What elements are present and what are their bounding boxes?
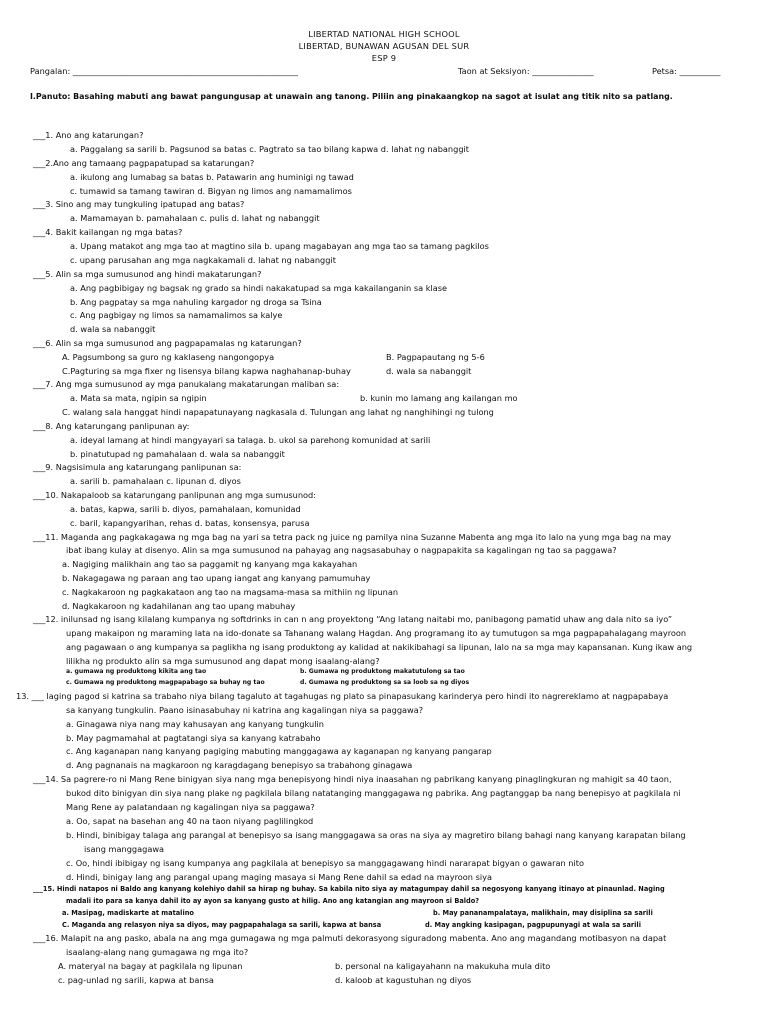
text-line: a. ideyal lamang at hindi mangyayari sa talaga. b. ukol sa parehong komunidad at sarili [70, 435, 431, 445]
text-line: a. Ang pagbibigay ng bagsak ng grado sa hindi nakakatupad sa mga kakailanganin sa klase [70, 283, 448, 293]
text-line: lilikha ng produkto alin sa mga sumusunod ang dapat mong isaalang-alang? [66, 656, 380, 666]
text-line: bukod dito binigyan din siya nang plake ng pagkilala bilang natatanging manggagawa ng pabrika. Ang pagtanggap ba nang benepisyo at pagkilala ni [66, 788, 681, 798]
text-line: c. baril, kapangyarihan, rehas d. batas, konsensya, parusa [70, 518, 310, 528]
text-line: d. Nagkakaroon ng kadahilanan ang tao upang mabuhay [62, 601, 296, 611]
text-line: b. May pananampalataya, malikhain, may disiplina sa sarili [433, 909, 653, 917]
text-line: ___16. Malapit na ang pasko, abala na ang mga gumagawa ng mga palmuti dekorasyong siguradong mabenta. Ano ang magandang motibasyon na dapat [33, 933, 667, 943]
text-line: c. Ang kaganapan nang kanyang pagiging mabuting manggagawa ay kaganapan ng kanyang pangarap [66, 746, 492, 756]
text-line: C. Maganda ang relasyon niya sa diyos, may pagpapahalaga sa sarili, kapwa at bansa [62, 921, 382, 929]
date-field: Petsa: __________ [652, 66, 721, 76]
text-line: C.Pagturing sa mga fixer ng lisensya bilang kapwa naghahanap-buhay [62, 366, 351, 376]
text-line: ___8. Ang katarungang panlipunan ay: [33, 421, 190, 431]
text-line: a. Upang matakot ang mga tao at magtino sila b. upang magabayan ang mga tao sa tamang pagkilos [70, 241, 489, 251]
text-line: A. Pagsumbong sa guro ng kaklaseng nangongopya [62, 352, 275, 362]
text-line: b. pinatutupad ng pamahalaan d. wala sa nabanggit [70, 449, 285, 459]
text-line: c. Oo, hindi ibibigay ng isang kumpanya ang pagkilala at benepisyo sa manggagawang hindi nararapat bigyan o gawaran nito [66, 858, 584, 868]
text-line: ibat ibang kulay at disenyo. Alin sa mga sumusunod na pahayag ang nagsasabuhay o nagpapakita sa kagalingan ng tao sa paggawa? [66, 545, 617, 555]
text-line: c. Gumawa ng produktong magpapabago sa buhay ng tao [66, 679, 265, 686]
text-line: Mang Rene ay palatandaan ng kagalingan niya sa paggawa? [66, 802, 315, 812]
text-line: a. ikulong ang lumabag sa batas b. Patawarin ang huminigi ng tawad [70, 172, 354, 182]
text-line: c. upang parusahan ang mga nagkakamali d. lahat ng nabanggit [70, 255, 336, 265]
text-line: b. personal na kaligayahann na makukuha mula dito [335, 961, 551, 971]
text-line: ___5. Alin sa mga sumusunod ang hindi makatarungan? [33, 269, 262, 279]
school-address: LIBERTAD, BUNAWAN AGUSAN DEL SUR [298, 41, 470, 51]
text-line: a. batas, kapwa, sarili b. diyos, pamahalaan, komunidad [70, 504, 301, 514]
text-line: ___7. Ang mga sumusunod ay mga panukalang makatarungan maliban sa: [33, 379, 340, 389]
text-line: C. walang sala hanggat hindi napapatunayang nagkasala d. Tulungan ang lahat ng nanghihingi ng tulong [62, 407, 494, 417]
text-line: ___9. Nagsisimula ang katarungang panlipunan sa: [33, 462, 242, 472]
text-line: isang manggagawa [84, 844, 165, 854]
text-line: a. Ginagawa niya nang may kahusayan ang kanyang tungkulin [66, 719, 324, 729]
text-line: d. Ang pagnanais na magkaroon ng karagdagang benepisyo sa trabahong ginagawa [66, 760, 413, 770]
text-line: d. wala sa nabanggit [70, 324, 156, 334]
text-line: b. kunin mo lamang ang kailangan mo [360, 393, 518, 403]
text-line: c. tumawid sa tamang tawiran d. Bigyan ng limos ang namamalimos [70, 186, 352, 196]
text-line: ___1. Ano ang katarungan? [33, 130, 144, 140]
text-line: a. Masipag, madiskarte at matalino [62, 909, 194, 917]
text-line: ___10. Nakapaloob sa katarungang panlipunan ang mga sumusunod: [33, 490, 317, 500]
text-line: d. Hindi, binigay lang ang parangal upang maging masaya si Mang Rene dahil sa edad na mayroon siya [66, 872, 492, 882]
text-line: ___4. Bakit kailangan ng mga batas? [33, 227, 183, 237]
text-line: d. kaloob at kagustuhan ng diyos [335, 975, 472, 985]
text-line: ___15. Hindi natapos ni Baldo ang kanyang kolehiyo dahil sa hirap ng buhay. Sa kabila nito siya ay matagumpay dahil sa negosyong kanyang itinayo at pinaunlad. Naging [33, 885, 665, 893]
text-line: ang pagawaan o ang kumpanya sa paglikha ng isang produktong ay kalidad at nakikibahagi sa lipunan, lalo na sa mga may kapansanan. Kung ikaw ang [66, 642, 693, 652]
text-line: sa kanyang tungkulin. Paano isinasabuhay ni katrina ang kagalingan niya sa paggawa? [66, 705, 424, 715]
school-name: LIBERTAD NATIONAL HIGH SCHOOL [308, 29, 460, 39]
text-line: isaalang-alang nang gumagawa ng mga ito? [66, 947, 249, 957]
text-line: ___3. Sino ang may tungkuling ipatupad ang batas? [33, 199, 245, 209]
text-line: ___6. Alin sa mga sumusunod ang pagpapamalas ng katarungan? [33, 338, 302, 348]
text-line: d. Gumawa ng produktong sa sa loob sa ng diyos [300, 679, 470, 686]
text-line: a. Paggalang sa sarili b. Pagsunod sa batas c. Pagtrato sa tao bilang kapwa d. lahat ng nabanggit [70, 144, 469, 154]
text-line: b. Gumawa ng produktong makatutulong sa tao [300, 668, 465, 675]
text-line: b. Hindi, binibigay talaga ang parangal at benepisyo sa isang manggagawa sa oras na siya ay magretiro bilang bahagi nang kanyang karapatan bilang [66, 830, 686, 840]
name-field: Pangalan: _______________________________________________________ [30, 66, 298, 76]
text-line: d. May angking kasipagan, pagpupunyagi at wala sa sarili [425, 921, 641, 929]
text-line: ___12. inilunsad ng isang kilalang kumpanya ng softdrinks in can n ang proyektong “Ang latang naitabi mo, panibagong pamatid uhaw ang dala nito sa iyo” [33, 614, 673, 624]
text-line: b. Nakagagawa ng paraan ang tao upang iangat ang kanyang pamumuhay [62, 573, 371, 583]
text-line: a. Oo, sapat na basehan ang 40 na taon niyang paglilingkod [66, 816, 314, 826]
text-line: a. sarili b. pamahalaan c. lipunan d. diyos [70, 476, 241, 486]
section-field: Taon at Seksiyon: _______________ [458, 66, 594, 76]
text-line: B. Pagpapautang ng 5-6 [386, 352, 485, 362]
text-line: a. Nagiging malikhain ang tao sa paggamit ng kanyang mga kakayahan [62, 559, 358, 569]
text-line: madali ito para sa kanya dahil ito ay ayon sa kanyang gusto at hilig. Ano ang katangian ang mayroon si Baldo? [66, 897, 480, 905]
text-line: ___2.Ano ang tamaang pagpapatupad sa katarungan? [33, 158, 255, 168]
text-line: a. Mamamayan b. pamahalaan c. pulis d. lahat ng nabanggit [70, 213, 320, 223]
text-line: a. Mata sa mata, ngipin sa ngipin [70, 393, 207, 403]
text-line: c. Ang pagbigay ng limos sa namamalimos sa kalye [70, 310, 283, 320]
subject-title: ESP 9 [371, 53, 397, 63]
text-line: c. pag-unlad ng sarili, kapwa at bansa [58, 975, 214, 985]
text-line: b. May pagmamahal at pagtatangi siya sa kanyang katrabaho [66, 733, 321, 743]
text-line: upang makaipon ng maraming lata na ido-donate sa Tahanang walang Hagdan. Ang programang ito ay tumutugon sa mga pagpapahalagang mayroon [66, 628, 687, 638]
text-line: b. Ang pagpatay sa mga nahuling kargador ng droga sa Tsina [70, 297, 322, 307]
text-line: A. materyal na bagay at pagkilala ng lipunan [58, 961, 243, 971]
instructions: I.Panuto: Basahing mabuti ang bawat pangungusap at unawain ang tanong. Piliin ang pinakaangkop na sagot at isulat ang titik nito sa patlang. [30, 92, 673, 101]
text-line: d. wala sa nabanggit [386, 366, 472, 376]
text-line: 13. ___ laging pagod si katrina sa trabaho niya bilang tagaluto at tagahugas ng plato sa pinapasukang karinderya pero hindi ito nagrereklamo at nagpapabaya [16, 691, 669, 701]
text-line: a. gumawa ng produktong kikita ang tao [66, 668, 207, 675]
text-line: ___11. Maganda ang pagkakagawa ng mga bag na yari sa tetra pack ng juice ng pamilya nina Suzanne Mabenta ang mga ito lalo na yung mga bag na may [33, 532, 672, 542]
text-line: ___14. Sa pagrere-ro ni Mang Rene binigyan siya nang mga benepisyong hindi niya inaasahan ng pabrikang kanyang pinaglingkuran ng mahigit sa 40 taon, [33, 774, 672, 784]
text-line: c. Nagkakaroon ng pagkakataon ang tao na magsama-masa sa mithiin ng lipunan [62, 587, 399, 597]
